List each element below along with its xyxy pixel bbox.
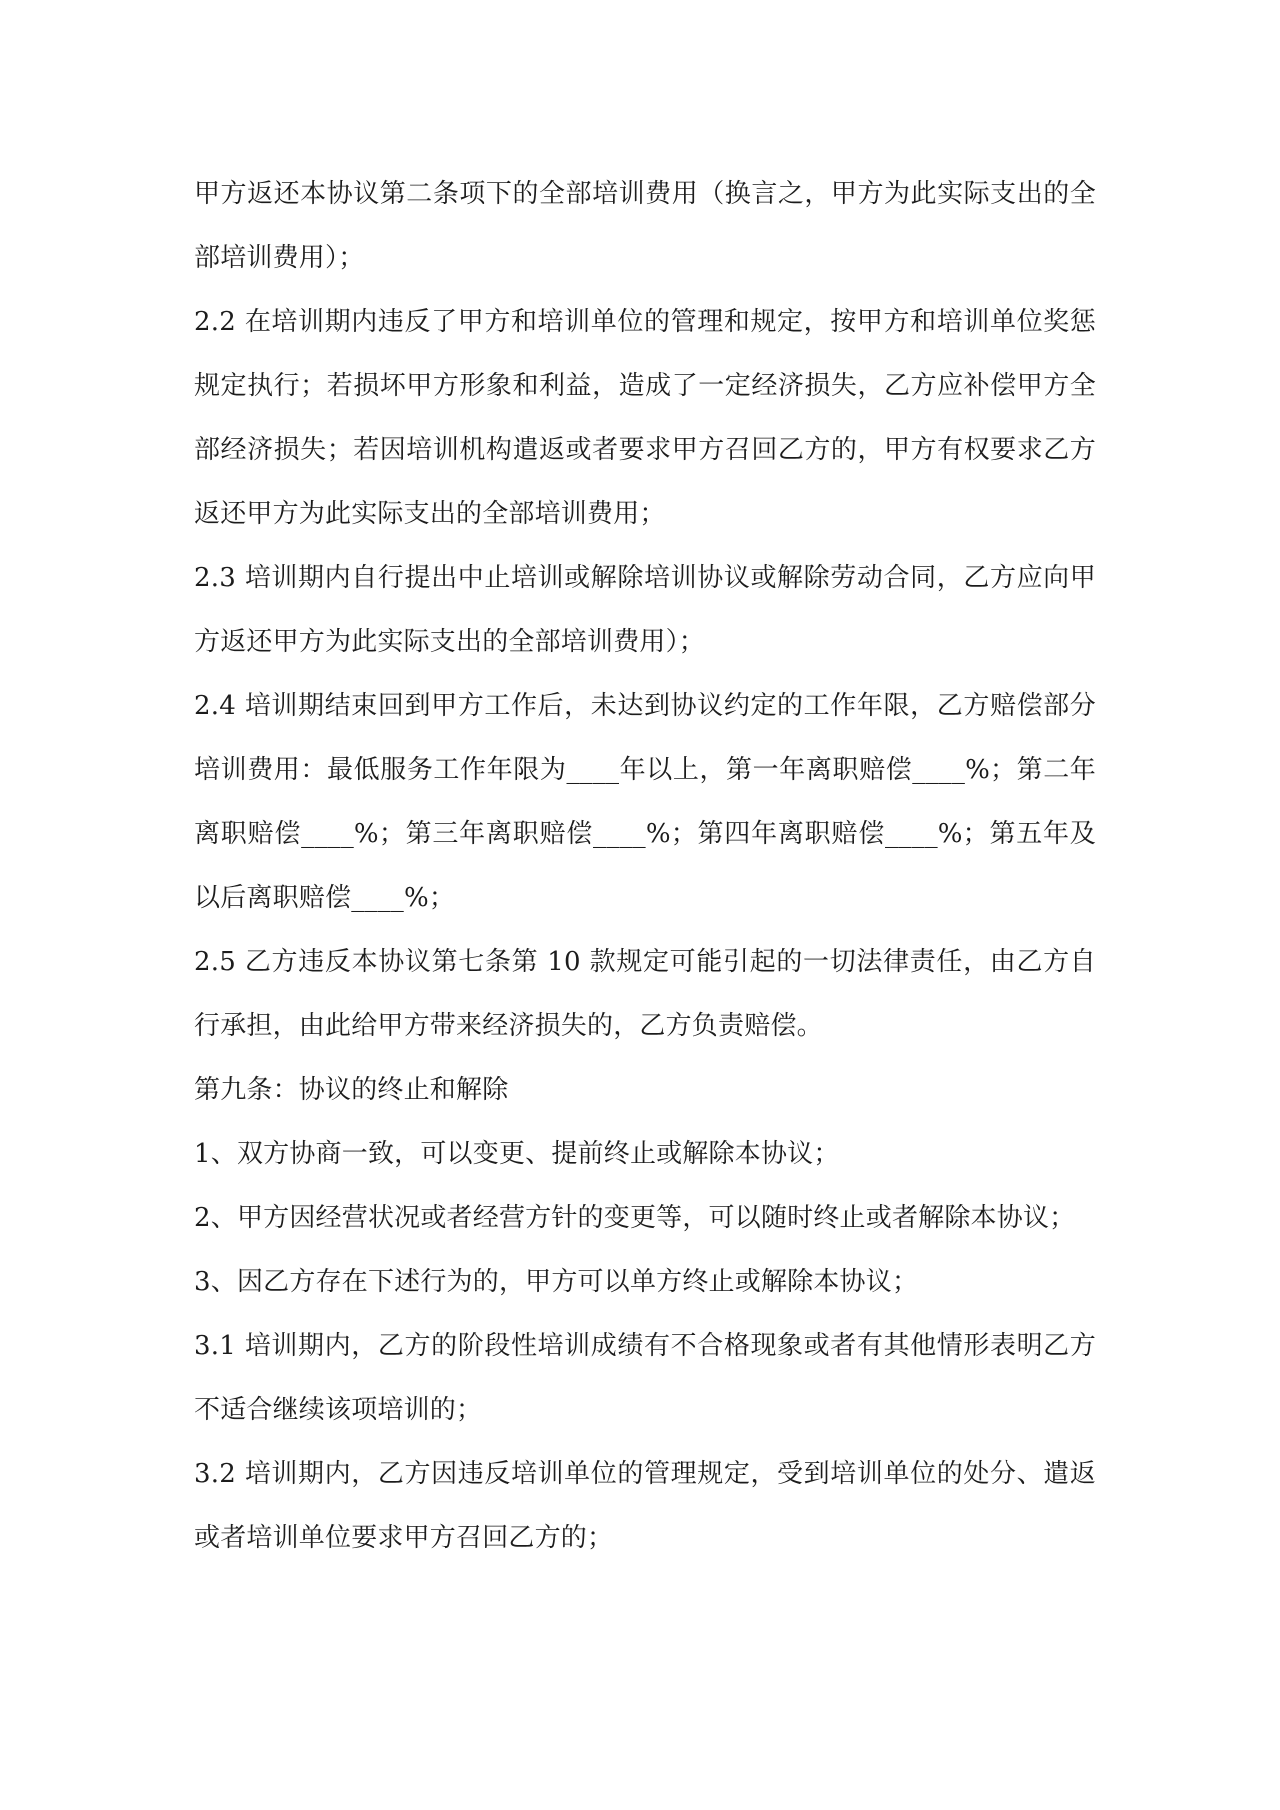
clause-2-2: 2.2 在培训期内违反了甲方和培训单位的管理和规定，按甲方和培训单位奖惩规定执行；若损坏甲方形象和利益，造成了一定经济损失，乙方应补偿甲方全部经济损失；若因培训机构遣返或者要求甲方召回乙方的，甲方有权要求乙方返还甲方为此实际支出的全部培训费用； — [194, 307, 1096, 529]
article-9-heading: 第九条：协议的终止和解除 — [194, 1075, 509, 1105]
clause-3-2: 3.2 培训期内，乙方因违反培训单位的管理规定，受到培训单位的处分、遣返或者培训单位要求甲方召回乙方的； — [194, 1459, 1096, 1553]
article-9-item-2: 2、甲方因经营状况或者经营方针的变更等，可以随时终止或者解除本协议； — [194, 1203, 1076, 1233]
clause-3-1: 3.1 培训期内，乙方的阶段性培训成绩有不合格现象或者有其他情形表明乙方不适合继续该项培训的； — [194, 1331, 1096, 1425]
article-9-item-1: 1、双方协商一致，可以变更、提前终止或解除本协议； — [194, 1139, 840, 1169]
clause-2-5: 2.5 乙方违反本协议第七条第 10 款规定可能引起的一切法律责任，由乙方自行承担，由此给甲方带来经济损失的，乙方负责赔偿。 — [194, 947, 1096, 1041]
clause-continuation-refund: 甲方返还本协议第二条项下的全部培训费用（换言之，甲方为此实际支出的全部培训费用）； — [194, 179, 1096, 273]
article-9-item-3: 3、因乙方存在下述行为的，甲方可以单方终止或解除本协议； — [194, 1267, 919, 1297]
clause-2-3: 2.3 培训期内自行提出中止培训或解除培训协议或解除劳动合同，乙方应向甲方返还甲方为此实际支出的全部培训费用）； — [194, 563, 1096, 657]
clause-2-4: 2.4 培训期结束回到甲方工作后，未达到协议约定的工作年限，乙方赔偿部分培训费用：最低服务工作年限为____年以上，第一年离职赔偿____%；第二年离职赔偿____%；第三年离职赔偿____%；第四年离职赔偿____%；第五年及以后离职赔偿____%； — [194, 691, 1096, 913]
